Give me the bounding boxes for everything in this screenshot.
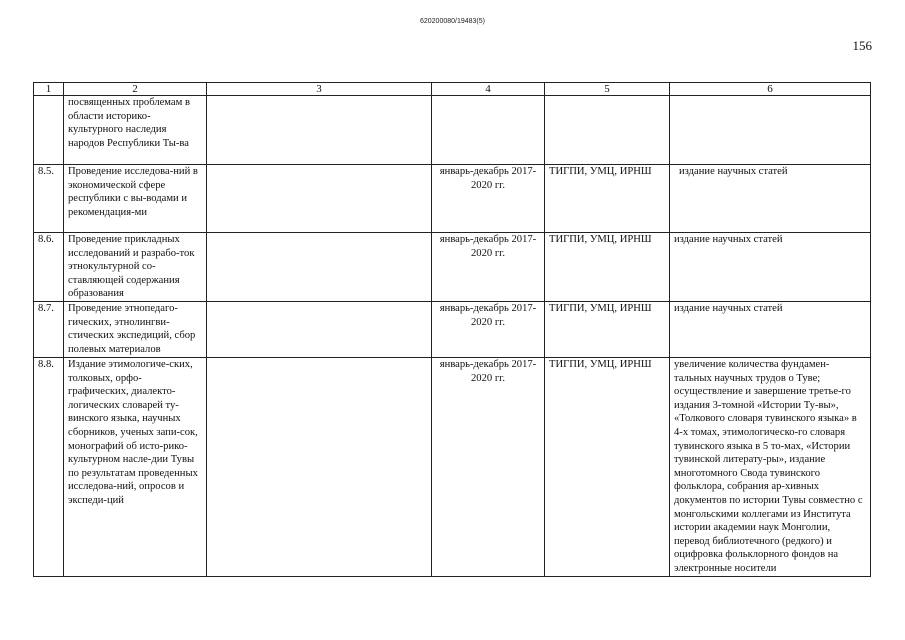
column-header-5: 5 bbox=[545, 83, 670, 96]
table-row bbox=[34, 358, 871, 577]
executors-cell bbox=[545, 96, 670, 165]
row-number: 8.6. bbox=[34, 233, 64, 302]
result-cell: издание научных статей bbox=[670, 302, 871, 358]
column-header-1: 1 bbox=[34, 83, 64, 96]
event-cell: посвященных проблемам в области историко-культурного наследия народов Республики Ты-ва bbox=[64, 96, 207, 165]
period-cell: январь-декабрь 2017-2020 гг. bbox=[432, 302, 545, 358]
result-cell: издание научных статей bbox=[670, 233, 871, 302]
event-cell: Проведение этнопедаго-гических, этнолингви-стических экспедиций, сбор полевых материалов bbox=[64, 302, 207, 358]
executors-cell: ТИГПИ, УМЦ, ИРНШ bbox=[545, 358, 670, 577]
executors-cell: ТИГПИ, УМЦ, ИРНШ bbox=[545, 302, 670, 358]
column-header-6: 6 bbox=[670, 83, 871, 96]
empty-cell bbox=[207, 96, 432, 165]
empty-cell bbox=[207, 302, 432, 358]
plan-table bbox=[33, 82, 871, 577]
row-number bbox=[34, 96, 64, 165]
result-cell bbox=[670, 96, 871, 165]
event-cell: Проведение прикладных исследований и разрабо-ток этнокультурной со-ставляющей содержания образования bbox=[64, 233, 207, 302]
period-cell: январь-декабрь 2017-2020 гг. bbox=[432, 358, 545, 577]
column-header-4: 4 bbox=[432, 83, 545, 96]
page-number: 156 bbox=[852, 38, 872, 53]
document-code: 620200080/19483(5) bbox=[419, 18, 485, 25]
result-cell: увеличение количества фундамен-тальных научных трудов о Туве; осуществление и завершение третье-го издания 3-томной «Истории Ту-вы», «Толкового словаря тувинского языка» в 4-х томах, этимологическо-го словаря тувинского языка в 5 то-мах, «Истории тувинской литерату-ры», издание многотомного Свода тувинского фольклора, собрания ар-хивных документов по истории Тувы совместно с монгольскими коллегами из Института истории академии наук Монголии, перевод библиотечного (редкого) и оцифровка фольклорного фондов на электронные носители bbox=[670, 358, 871, 577]
column-header-2: 2 bbox=[64, 83, 207, 96]
column-number-row bbox=[34, 83, 871, 96]
table-row bbox=[34, 233, 871, 302]
executors-cell: ТИГПИ, УМЦ, ИРНШ bbox=[545, 233, 670, 302]
row-number: 8.7. bbox=[34, 302, 64, 358]
table-row bbox=[34, 302, 871, 358]
result-cell: издание научных статей bbox=[670, 165, 871, 233]
empty-cell bbox=[207, 233, 432, 302]
executors-cell: ТИГПИ, УМЦ, ИРНШ bbox=[545, 165, 670, 233]
column-header-3: 3 bbox=[207, 83, 432, 96]
event-cell: Проведение исследова-ний в экономической сфере республики с вы-водами и рекомендация-ми bbox=[64, 165, 207, 233]
empty-cell bbox=[207, 165, 432, 233]
row-number: 8.8. bbox=[34, 358, 64, 577]
period-cell: январь-декабрь 2017-2020 гг. bbox=[432, 233, 545, 302]
empty-cell bbox=[207, 358, 432, 577]
period-cell bbox=[432, 96, 545, 165]
table-row bbox=[34, 96, 871, 165]
period-cell: январь-декабрь 2017-2020 гг. bbox=[432, 165, 545, 233]
table-row bbox=[34, 165, 871, 233]
event-cell: Издание этимологиче-ских, толковых, орфо-графических, диалекто-логических словарей ту-винского языка, научных сборников, ученых запи-сок, монографий об исто-рико-культурном насле-дии Тувы по результатам проведенных исследова-ний, опросов и экспеди-ций bbox=[64, 358, 207, 577]
row-number: 8.5. bbox=[34, 165, 64, 233]
